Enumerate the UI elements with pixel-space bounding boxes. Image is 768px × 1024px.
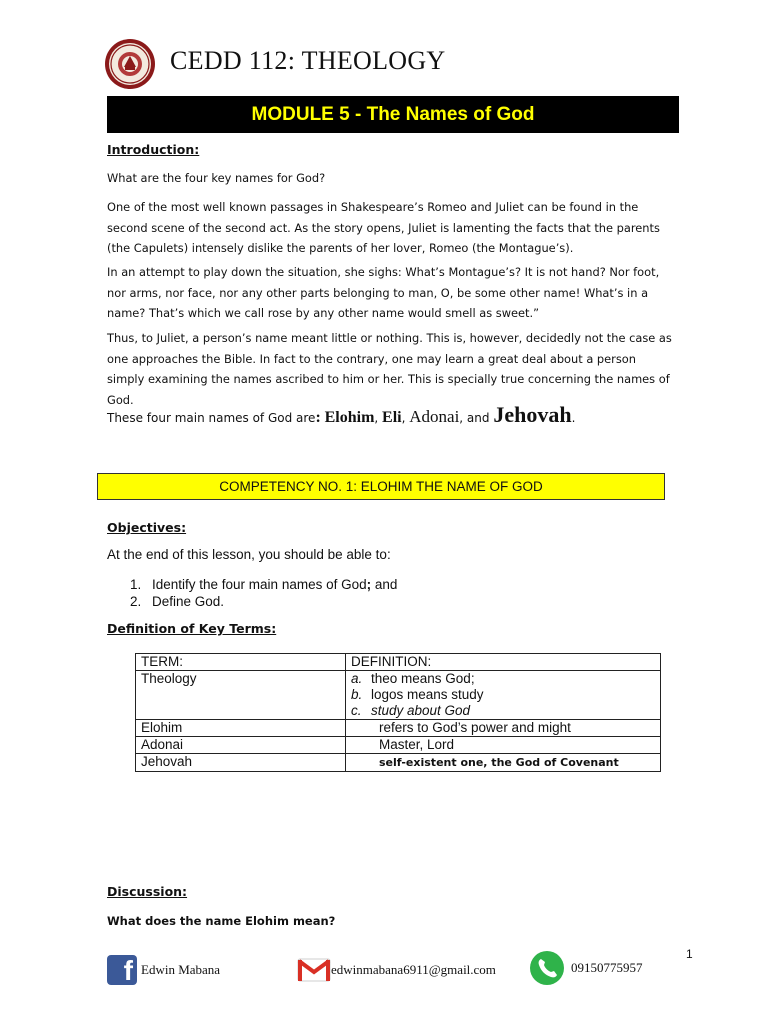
school-seal-icon — [104, 38, 156, 90]
definition-line — [351, 703, 655, 719]
definition-cell — [346, 720, 661, 737]
table-row — [136, 737, 661, 754]
definition-cell — [346, 737, 661, 754]
table-row — [136, 671, 661, 720]
contact-footer — [107, 952, 667, 992]
discussion-heading: Discussion: — [107, 884, 188, 899]
term-cell: Theology — [136, 671, 346, 720]
list-text: Identify the four main names of God — [152, 577, 367, 592]
names-line-colon: : — [315, 409, 321, 426]
definition-cell — [346, 754, 661, 772]
definition-letter: a. — [351, 671, 363, 686]
definition-text: study about God — [371, 703, 471, 718]
term-cell: Jehovah — [136, 754, 346, 772]
objectives-heading: Objectives: — [107, 520, 187, 535]
names-sep-3: , and — [459, 411, 494, 425]
intro-paragraph-3: Thus, to Juliet, a person’s name meant little or nothing. This is, however, decidedly not the case as one approaches the Bible. In fact to the contrary, one may learn a great deal about a person simply examining the names ascribed to him or her. This is specially true concerning the names of God. — [107, 331, 672, 407]
list-number: 2. — [130, 594, 142, 609]
table-row — [136, 754, 661, 772]
email-address: edwinmabana6911@gmail.com — [331, 962, 496, 977]
list-item — [130, 576, 397, 593]
competency-title: COMPETENCY NO. 1: ELOHIM THE NAME OF GOD — [219, 479, 543, 494]
page-number: 1 — [686, 947, 693, 961]
objectives-list — [130, 576, 397, 610]
definition-line — [351, 687, 655, 703]
phone-contact[interactable] — [529, 950, 643, 986]
phone-number: 09150775957 — [571, 960, 643, 975]
definition-text: Master, Lord — [379, 737, 455, 752]
intro-paragraph-1: One of the most well known passages in Shakespeare’s Romeo and Juliet can be found in the second scene of the second act. As the story opens, Juliet is lamenting the facts that the parents (the Capulets) intensely dislike the parents of her lover, Romeo (the Montague’s). — [107, 200, 660, 255]
key-terms-table — [135, 653, 661, 772]
definition-text: refers to God’s power and might — [379, 720, 571, 735]
names-line-prefix: These four main names of God are — [107, 411, 316, 425]
term-cell: Adonai — [136, 737, 346, 754]
definition-text: self-existent one, the God of Covenant — [379, 756, 619, 769]
objectives-intro: At the end of this lesson, you should be able to: — [107, 547, 391, 562]
discussion-question: What does the name Elohim mean? — [107, 914, 336, 928]
column-header-term: TERM: — [136, 654, 346, 671]
module-title: MODULE 5 - The Names of God — [251, 103, 535, 125]
name-eli: Eli — [382, 409, 402, 426]
names-sep-2: , — [401, 411, 410, 425]
definition-letter: c. — [351, 703, 362, 718]
facebook-icon: f — [107, 955, 137, 985]
table-row — [136, 654, 661, 671]
intro-paragraph-2: In an attempt to play down the situation, she sighs: What’s Montague’s? It is not hand? Nor foot, nor arms, nor face, nor any other parts belonging to man, O, be some other name! What’s in a name? That’s which we call rose by any other name would smell as sweet.” — [107, 265, 660, 320]
column-header-definition: DEFINITION: — [346, 654, 661, 671]
document-header — [104, 36, 684, 92]
list-number: 1. — [130, 577, 142, 592]
definition-cell — [346, 671, 661, 720]
document-title: CEDD 112: THEOLOGY — [170, 46, 446, 75]
email-contact[interactable] — [297, 952, 496, 988]
introduction-heading: Introduction: — [107, 142, 200, 157]
competency-bar — [97, 473, 665, 500]
table-row — [136, 720, 661, 737]
name-adonai: Adonai — [409, 407, 460, 426]
module-title-bar — [107, 96, 679, 133]
facebook-contact[interactable] — [107, 952, 220, 988]
definition-letter: b. — [351, 687, 363, 702]
definition-text: theo means God; — [371, 671, 475, 686]
list-item — [130, 593, 397, 610]
names-line-end: . — [571, 411, 576, 425]
name-elohim: Elohim — [324, 409, 375, 426]
term-cell: Elohim — [136, 720, 346, 737]
gmail-icon — [297, 957, 331, 983]
phone-icon — [529, 950, 565, 986]
list-tail: and — [371, 577, 398, 592]
definition-text: logos means study — [371, 687, 484, 702]
names-of-god-line — [107, 402, 575, 428]
list-bold-tail: ; — [366, 577, 372, 592]
definition-line — [351, 671, 655, 687]
facebook-name: Edwin Mabana — [141, 962, 221, 977]
introduction-question: What are the four key names for God? — [107, 171, 326, 185]
key-terms-heading: Definition of Key Terms: — [107, 621, 277, 636]
names-sep-1: , — [374, 411, 383, 425]
name-jehovah: Jehovah — [493, 402, 572, 427]
list-text: Define God. — [152, 594, 225, 609]
